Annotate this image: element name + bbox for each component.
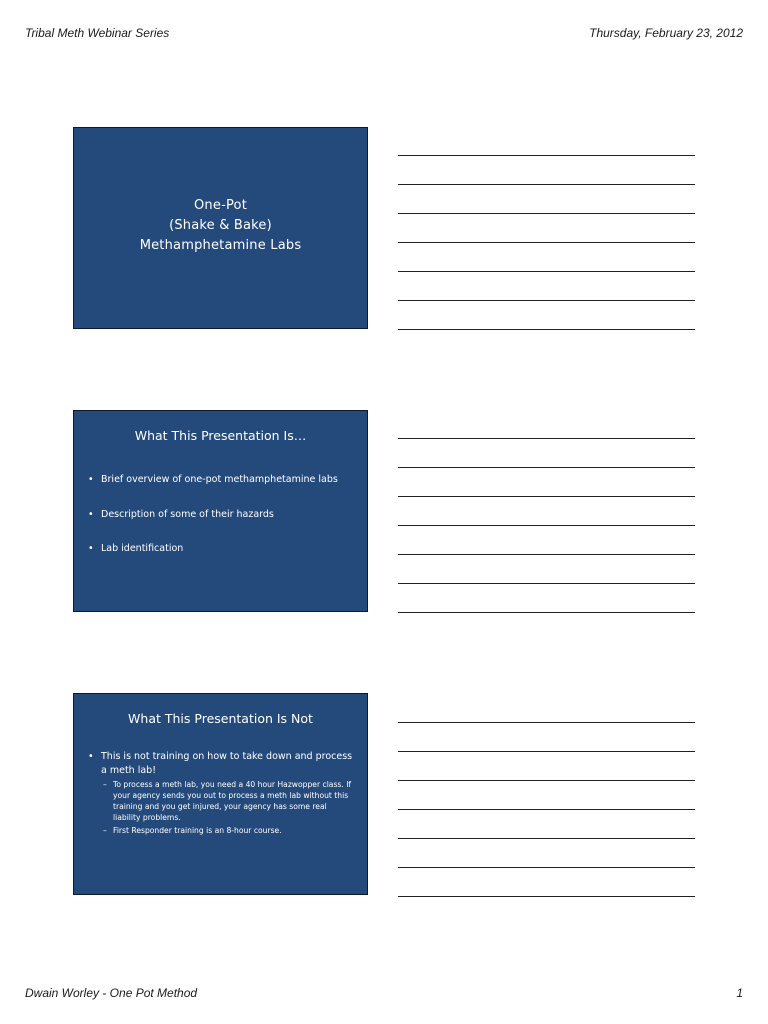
note-line [398, 155, 695, 156]
bullet-item [88, 750, 355, 836]
note-line [398, 438, 695, 439]
bullet-item: • Brief overview of one-pot methamphetamine labs [88, 473, 355, 486]
note-line [398, 467, 695, 468]
slide-2-title: What This Presentation Is… [134, 428, 307, 443]
slide-1-title-line: (Shake & Bake) [169, 218, 272, 233]
sub-bullet-list [101, 779, 355, 836]
series-title: Tribal Meth Webinar Series [25, 26, 170, 40]
note-line [398, 751, 695, 752]
note-line [398, 525, 695, 526]
note-line [398, 838, 695, 839]
note-line [398, 612, 695, 613]
note-line [398, 722, 695, 723]
note-line [398, 809, 695, 810]
note-line [398, 583, 695, 584]
page-number: 1 [736, 986, 743, 1000]
note-line [398, 213, 695, 214]
note-line [398, 896, 695, 897]
note-line [398, 242, 695, 243]
note-line [398, 184, 695, 185]
note-line [398, 496, 695, 497]
slide-1-title-line: One-Pot [194, 198, 247, 213]
note-line [398, 329, 695, 330]
bullet-item: • Lab identification [88, 542, 355, 555]
slide-3-thumbnail [73, 693, 368, 895]
note-line [398, 780, 695, 781]
slide-1-thumbnail [73, 127, 368, 329]
bullet-text: This is not training on how to take down and process a meth lab! [101, 751, 353, 776]
slide-1-title [74, 196, 367, 256]
note-line [398, 271, 695, 272]
document-date: Thursday, February 23, 2012 [589, 26, 743, 40]
slide-1-title-line: Methamphetamine Labs [139, 238, 302, 253]
sub-bullet-item: – First Responder training is an 8-hour course. [101, 825, 355, 836]
note-line [398, 300, 695, 301]
sub-bullet-item: – To process a meth lab, you need a 40 hour Hazwopper class. If your agency sends you out to process a meth lab without this training and you get injured, your agency has some real liability problems. [101, 779, 355, 823]
slide-3-title: What This Presentation Is Not [128, 711, 313, 726]
footer-author-title: Dwain Worley - One Pot Method [25, 986, 198, 1000]
note-line [398, 554, 695, 555]
bullet-item: • Description of some of their hazards [88, 508, 355, 521]
note-line [398, 867, 695, 868]
slide-2-bullet-list [88, 473, 355, 577]
slide-3-bullet-list [88, 750, 355, 838]
slide-2-thumbnail [73, 410, 368, 612]
